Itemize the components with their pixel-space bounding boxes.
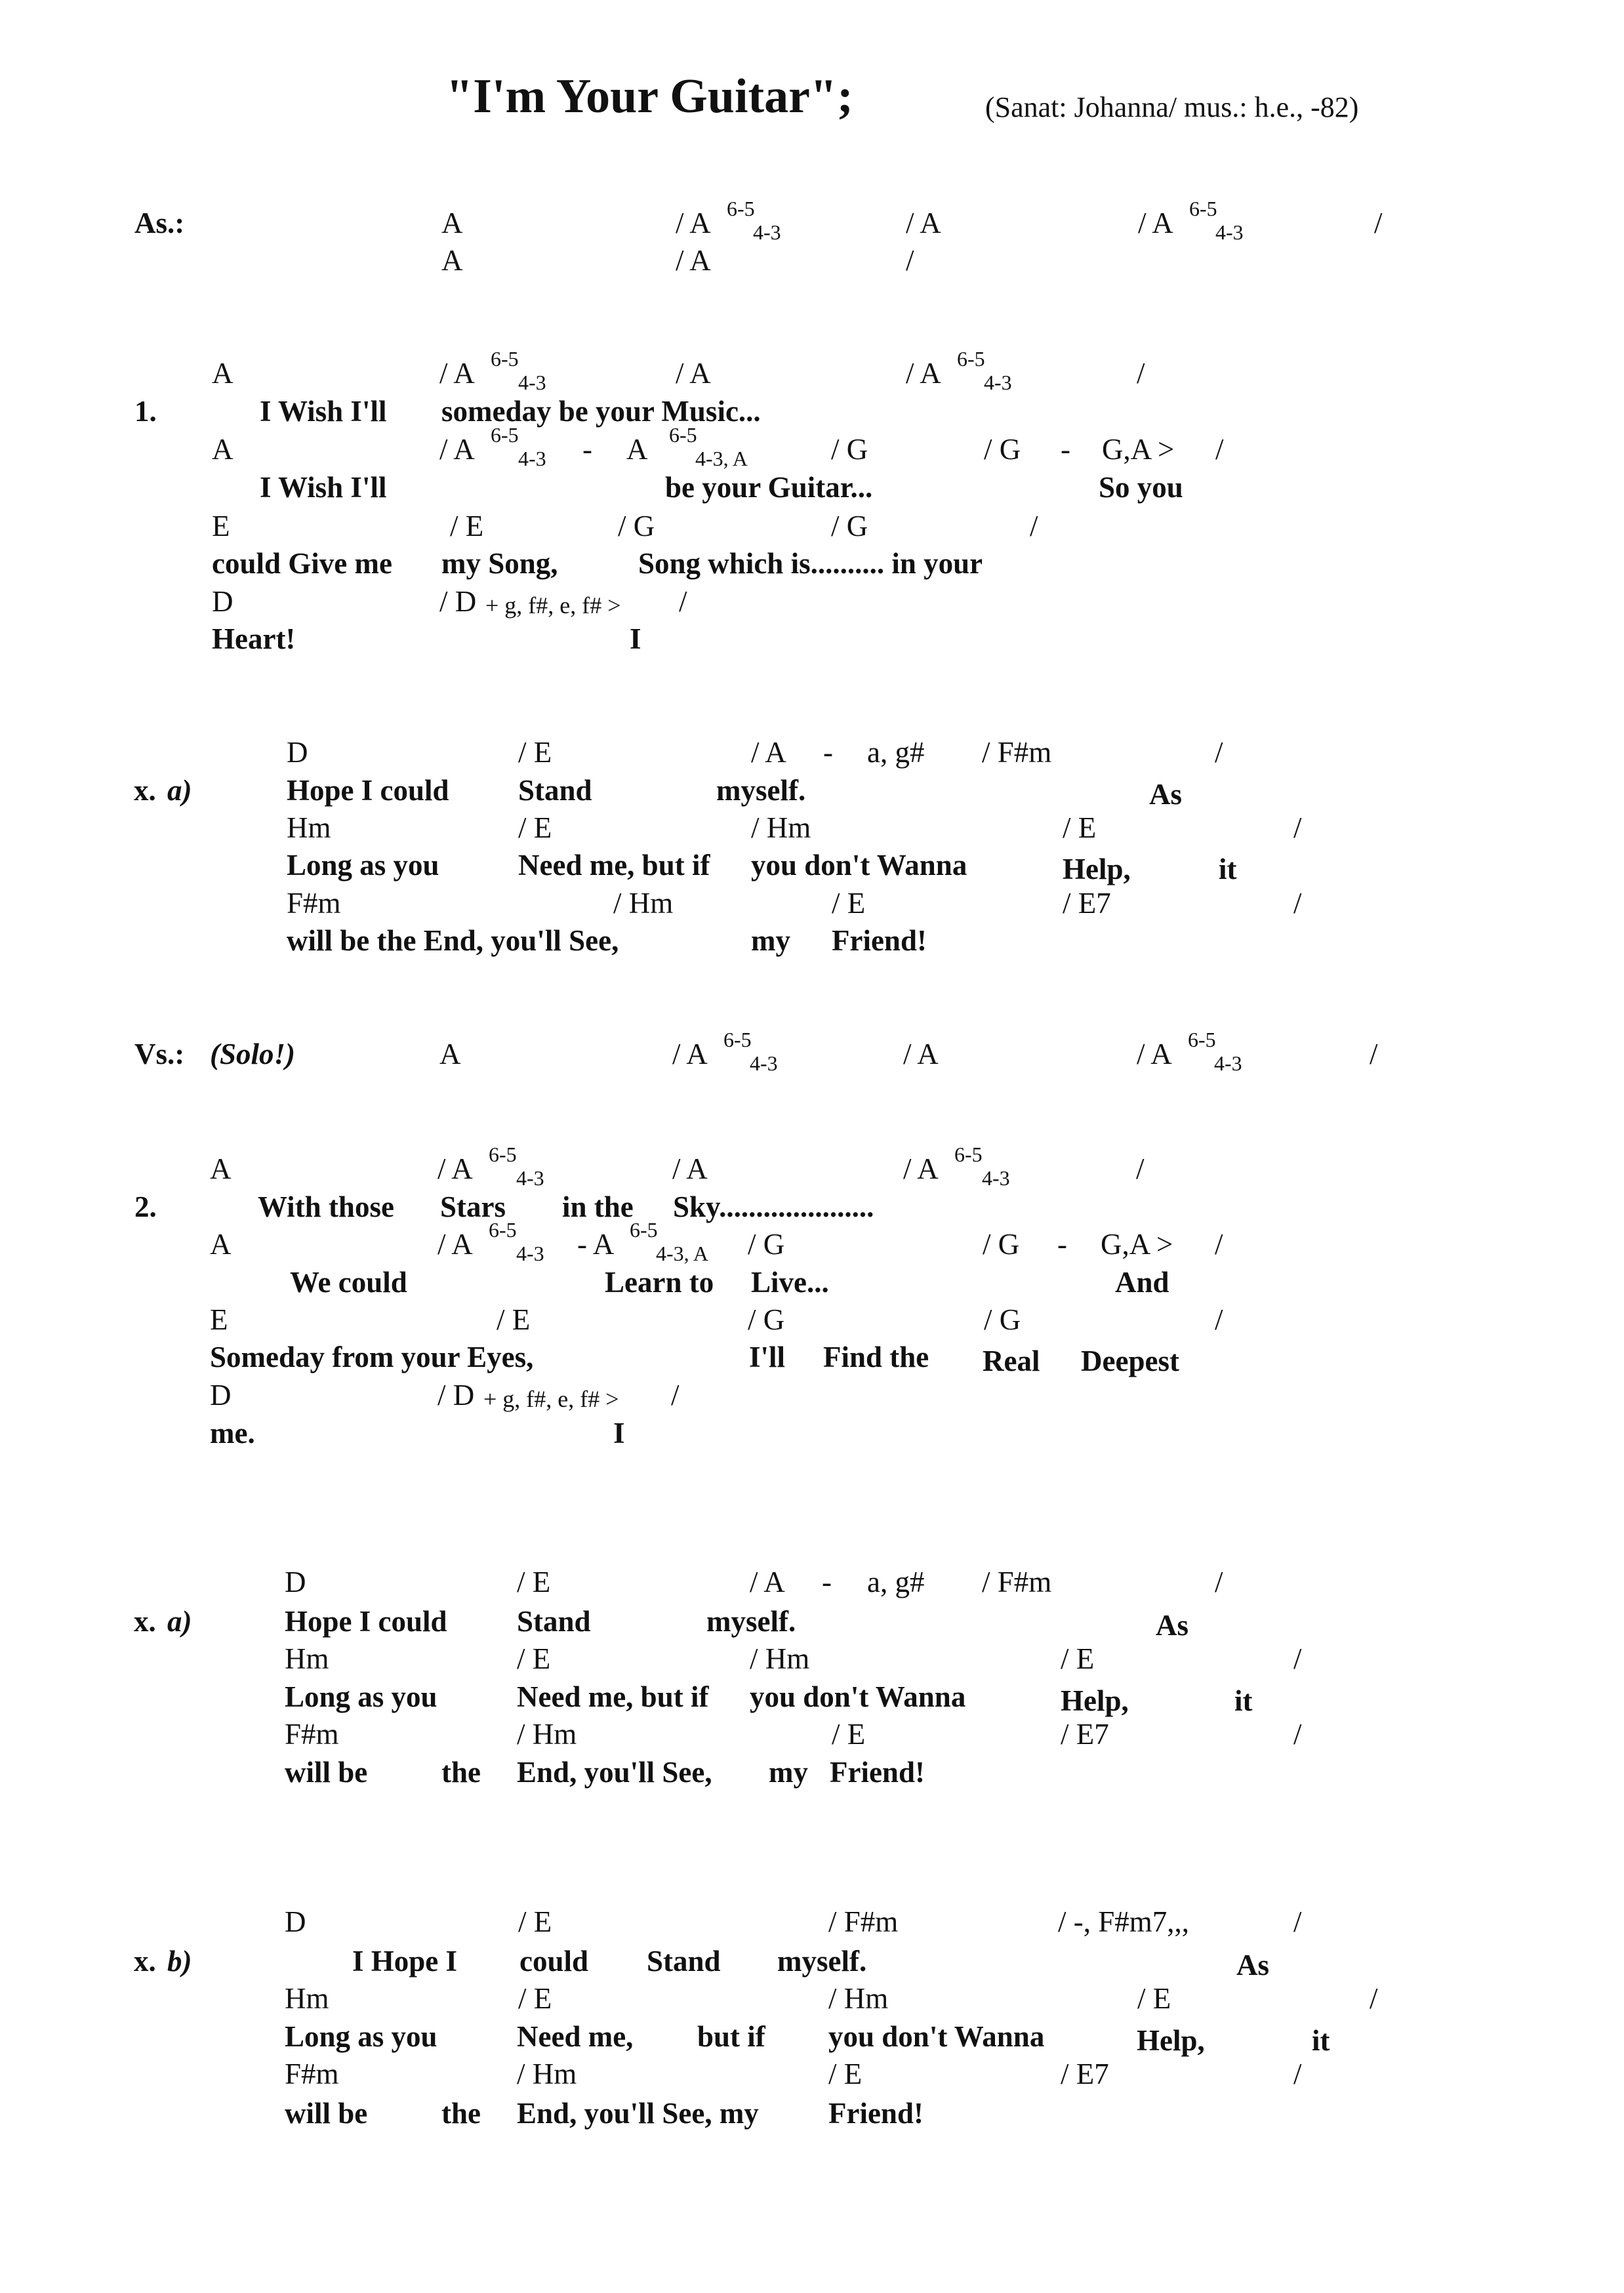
chord: / Hm [517,2058,577,2090]
lyric: the [441,2097,481,2130]
lyric: it [1234,1684,1253,1717]
lyric: With those [258,1190,394,1223]
chord: / -, F#m7,,, [1058,1905,1190,1938]
lyric: you don't Wanna [750,1680,966,1713]
lyric: my [751,924,790,957]
chord: / Hm [517,1718,577,1751]
lyric: Friend! [828,2097,924,2130]
chord: / A [906,207,941,239]
chord: / [1215,433,1224,466]
chord: / E7 [1061,1718,1109,1751]
chord: / E [832,887,866,920]
chord: / [1293,887,1302,920]
chord: A [441,207,463,239]
chord: / E7 [1061,2058,1109,2090]
chord: / E [450,510,484,542]
chord: D [287,736,308,769]
lyric: I Wish I'll [260,395,387,428]
song-credit: (Sanat: Johanna/ mus.: h.e., -82) [985,91,1359,123]
lyric: could [519,1945,589,1978]
chord: / D [439,585,477,618]
lyric: And [1115,1266,1169,1299]
lyric: Stars [440,1190,506,1223]
song-title: "I'm Your Guitar"; [446,70,853,123]
chord-superscript: 6-5 [723,1028,752,1051]
lyric: Song which is.......... in your [638,547,983,580]
chord-subscript: 4-3 [984,371,1012,394]
lyric: Heart! [212,622,296,655]
lyric: me. [210,1417,255,1450]
lyric: my [769,1756,808,1789]
chord: / E [1137,1982,1171,2015]
lyric: I'll [749,1341,786,1373]
chord: A [212,433,233,466]
chord: Hm [285,1982,329,2015]
chorus-label-part: a) [167,774,192,807]
lyric: will be the End, you'll See, [287,924,619,957]
chord: D [285,1905,306,1938]
chord: / F#m [828,1905,899,1938]
lyric: I [630,622,641,655]
chord: Hm [287,811,331,844]
verse-number: 1. [134,395,157,428]
chord: / Hm [750,1642,810,1675]
chord-superscript: 6-5 [1188,1028,1216,1051]
lyric: We could [290,1266,407,1299]
lyric: myself. [706,1605,796,1638]
lyric: Hope I could [285,1605,447,1638]
chord: D [212,585,233,618]
lyric: So you [1099,471,1183,504]
lyric: Help, [1063,853,1131,885]
chord-superscript: 6-5 [669,423,697,447]
chord: Hm [285,1642,329,1675]
chord: / E [518,1905,552,1938]
lyric: Help, [1061,1684,1129,1717]
lyric: I Wish I'll [260,471,387,504]
chord: G,A > [1102,433,1175,466]
chord: / A [672,1152,708,1185]
lyric: Stand [647,1945,721,1978]
chord: / E [517,1642,551,1675]
chord-subscript: 4-3 [518,447,546,470]
chord: / [1370,1982,1378,2015]
lyric: but if [697,2020,765,2053]
lyric: Deepest [1081,1345,1179,1377]
chord: / [1030,510,1038,542]
lyric: Long as you [287,849,439,882]
chord-superscript: 6-5 [957,347,985,371]
lyric: End, you'll See, [517,1756,712,1789]
chord: / A [751,736,786,769]
chord: - [1057,1228,1067,1261]
chord: / [671,1379,680,1411]
chord: / [906,244,914,277]
lyric: someday be your Music... [441,395,761,428]
chorus-label: x. [134,774,156,807]
lyric: Sky..................... [673,1190,874,1223]
chord: / [1136,1152,1145,1185]
chord: / E [828,2058,863,2090]
chord-superscript: 6-5 [489,1143,517,1166]
lyric: myself. [777,1945,867,1978]
lyric: Stand [518,774,592,807]
chord: / G [984,433,1021,466]
chord-note: + g, f#, e, f# > [485,592,621,619]
chord: / Hm [828,1982,889,2015]
chord-superscript: 6-5 [491,423,519,447]
chord-subscript: 4-3 [982,1166,1010,1190]
chord: / A [903,1152,939,1185]
chord: D [285,1566,306,1598]
chord: - [1061,433,1070,466]
lyric: it [1219,853,1237,885]
chord: / [1293,1718,1302,1751]
chord-superscript: 6-5 [954,1143,983,1166]
lyric: Find the [823,1341,929,1373]
chord: / A [906,357,941,390]
chord: / F#m [982,736,1052,769]
chord: / Hm [751,811,811,844]
lyric: I [613,1417,625,1450]
chord: / A [1138,207,1173,239]
chord-subscript: 4-3 [518,371,546,394]
lyric: I Hope I [352,1945,458,1978]
chord: / E [518,1982,552,2015]
lyric: Need me, but if [518,849,710,882]
lyric: Learn to [605,1266,714,1299]
lyric: Hope I could [287,774,449,807]
chord: E [212,510,230,542]
lyric: As [1236,1949,1270,1981]
lyric: Real [983,1345,1040,1377]
chord: / [679,585,687,618]
chord-superscript: 6-5 [489,1218,517,1242]
chord: / A [437,1152,473,1185]
chord: G,A > [1101,1228,1173,1261]
chorus-label-part: a) [167,1605,192,1638]
chord: / G [983,1228,1020,1261]
chord: / [1215,1566,1223,1598]
chord: / E [497,1303,531,1336]
chord: / G [984,1303,1021,1336]
chord: F#m [285,1718,339,1751]
chord-subscript: 4-3 [753,220,781,244]
lyric: could Give me [212,547,392,580]
chord: A [210,1228,232,1261]
chord: - [822,1566,832,1598]
chord: A [212,357,233,390]
chord: / Hm [613,887,674,920]
chord: / G [831,510,868,542]
chorus-label: x. [134,1605,156,1638]
lyric: in the [562,1190,634,1223]
chord: / E [1061,1642,1095,1675]
chord: / A [1137,1038,1172,1070]
lyric: you don't Wanna [751,849,967,882]
chord: / A [672,1038,708,1070]
lyric: Long as you [285,2020,437,2053]
lyric: will be [285,1756,368,1789]
lyric: be your Guitar... [665,471,873,504]
chord-subscript: 4-3 [1215,220,1244,244]
chord-superscript: 6-5 [727,197,755,220]
chord: / [1137,357,1145,390]
chord: / A [676,357,711,390]
lyric: myself. [716,774,806,807]
chord: / [1215,1228,1223,1261]
chord: / E [518,736,552,769]
lyric: As [1156,1609,1189,1642]
chord: F#m [285,2058,339,2090]
chord: / G [748,1303,785,1336]
chord: - [823,736,833,769]
chord: / [1293,1905,1302,1938]
lyric: As [1149,778,1183,811]
chord: / A [750,1566,785,1598]
chord: / [1293,1642,1302,1675]
chord: / A [439,357,475,390]
chord-subscript: 4-3, A [656,1242,708,1265]
chord: / G [748,1228,785,1261]
chorus-label-part: b) [167,1945,192,1978]
chord: A [439,1038,461,1070]
lyric: Live... [751,1266,829,1299]
chord: / [1370,1038,1378,1070]
chord: - A [577,1228,615,1261]
lyric: Help, [1137,2024,1205,2057]
chord: / E [1063,811,1097,844]
lyric: Stand [517,1605,591,1638]
lyric: Someday from your Eyes, [210,1341,534,1373]
chord: E [210,1303,228,1336]
chord-note: + g, f#, e, f# > [483,1386,619,1412]
lyric: will be [285,2097,368,2130]
chord: A [441,244,463,277]
chord: / E7 [1063,887,1111,920]
lyric: Long as you [285,1680,437,1713]
lyric: Need me, but if [517,1680,709,1713]
chord: / A [903,1038,939,1070]
lyric: End, you'll See, my [517,2097,759,2130]
chord: / E [517,1566,551,1598]
lyric: Need me, [517,2020,634,2053]
chord: / E [518,811,552,844]
chord: / [1215,1303,1223,1336]
chord: / [1215,736,1223,769]
chord: A [210,1152,232,1185]
lyric: Friend! [832,924,927,957]
lyric: it [1312,2024,1330,2057]
chorus-label: x. [134,1945,156,1978]
chord: / D [437,1379,475,1411]
chord-superscript: 6-5 [630,1218,658,1242]
chord-subscript: 4-3 [516,1166,544,1190]
chord: F#m [287,887,341,920]
chord: / A [437,1228,473,1261]
solo-label: (Solo!) [210,1038,296,1070]
chord-subscript: 4-3 [1214,1051,1242,1075]
chord: / E [832,1718,866,1751]
chord: / F#m [982,1566,1052,1598]
chord: a, g# [867,736,925,769]
verse-number: 2. [134,1190,157,1223]
chord-subscript: 4-3 [750,1051,778,1075]
lyric: my Song, [441,547,558,580]
chord: / A [676,244,711,277]
chord: / [1293,2058,1302,2090]
chord: D [210,1379,232,1411]
chord: / [1374,207,1383,239]
lyric: the [441,1756,481,1789]
intro-label: As.: [134,207,185,239]
chord-superscript: 6-5 [1189,197,1217,220]
chord-subscript: 4-3 [516,1242,544,1265]
chord-subscript: 4-3, A [695,447,748,470]
chord: / A [439,433,475,466]
lyric: you don't Wanna [828,2020,1045,2053]
chord: a, g# [867,1566,925,1598]
chord: / G [618,510,655,542]
interlude-label: Vs.: [134,1038,185,1070]
chord: / G [831,433,868,466]
chord: A [626,433,648,466]
chord: / A [676,207,711,239]
chord-superscript: 6-5 [491,347,519,371]
chord: / [1293,811,1302,844]
chord: - [582,433,592,466]
lyric: Friend! [830,1756,925,1789]
